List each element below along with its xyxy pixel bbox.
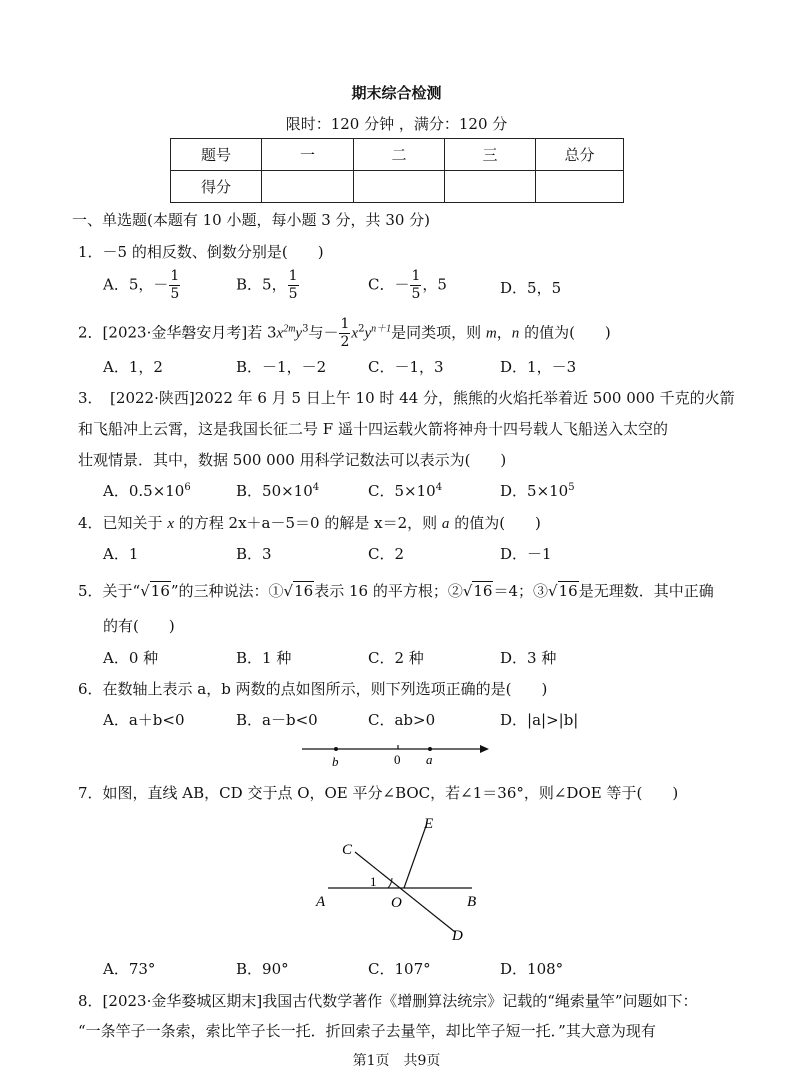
fraction: $\frac{1}{5}$ xyxy=(170,268,180,302)
score-cell[interactable] xyxy=(445,171,536,203)
label-B: B xyxy=(467,894,477,910)
q1-option-b: B．5， $\frac{1}{5}$ xyxy=(236,268,298,302)
q6-option-d: D．|a|>|b| xyxy=(500,711,579,729)
q4-option-c: C．2 xyxy=(368,545,405,563)
q4-option-d: D．－1 xyxy=(500,545,552,563)
score-table-header-row xyxy=(171,139,624,171)
q6-option-a: A．a＋b<0 xyxy=(103,711,185,729)
q3-option-c: C．$5\times 10^4$ xyxy=(368,482,443,500)
point-b xyxy=(334,747,338,751)
q6-option-c: C．ab>0 xyxy=(368,711,436,729)
header-cell: 三 xyxy=(445,139,536,171)
header-cell: 题号 xyxy=(171,139,262,171)
q2-option-a: A．1，2 xyxy=(103,358,163,376)
q3-option-b: B．$50\times 10^4$ xyxy=(236,482,320,500)
question-5-stem: 5．关于“√16”的三种说法：①√16表示 16 的平方根；②√16＝4；③√16是无理数．其中正确 xyxy=(78,582,714,600)
line-CD xyxy=(355,852,455,932)
fraction: $\frac{1}{2}$ xyxy=(340,316,350,350)
q4-option-a: A．1 xyxy=(103,545,139,563)
q7-option-a: A．73° xyxy=(103,960,156,978)
question-6-stem: 6．在数轴上表示 a，b 两数的点如图所示，则下列选项正确的是( ) xyxy=(78,680,548,698)
label-D: D xyxy=(452,928,463,944)
score-cell[interactable] xyxy=(262,171,354,203)
label-angle-1: 1 xyxy=(370,874,377,889)
label-C: C xyxy=(342,842,353,858)
q5-option-d: D．3 种 xyxy=(500,649,557,667)
q4-option-b: B．3 xyxy=(236,545,272,563)
page-title: 期末综合检测 xyxy=(351,84,442,102)
question-3-line: 壮观情景．其中，数据 500 000 用科学记数法可以表示为( ) xyxy=(78,451,507,469)
score-cell[interactable] xyxy=(354,171,445,203)
q2-option-b: B．－1，－2 xyxy=(236,358,327,376)
question-5-line: 的有( ) xyxy=(103,617,175,635)
header-cell: 总分 xyxy=(536,139,624,171)
q2-option-c: C．－1，3 xyxy=(368,358,444,376)
header-cell: 一 xyxy=(262,139,354,171)
number-line-figure xyxy=(296,738,496,768)
fraction: $\frac{1}{5}$ xyxy=(288,268,298,302)
time-score-limit: 限时：120 分钟 ，满分：120 分 xyxy=(285,115,508,133)
label-E: E xyxy=(424,816,434,832)
arrow-head-icon xyxy=(480,745,489,753)
header-cell: 二 xyxy=(354,139,445,171)
score-table xyxy=(170,138,624,203)
q7-option-b: B．90° xyxy=(236,960,289,978)
page-footer: 第1页 共9页 xyxy=(352,1053,441,1069)
q2-option-d: D．1，－3 xyxy=(500,358,577,376)
label-a: a xyxy=(426,752,433,767)
q1-option-d: D．5，5 xyxy=(500,279,562,297)
q3-option-d: D．$5\times 10^5$ xyxy=(500,482,575,500)
label-O: O xyxy=(391,895,402,911)
q1-option-c: C．－ $\frac{1}{5}$ ，5 xyxy=(368,268,447,302)
label-b: b xyxy=(332,754,339,768)
q7-option-d: D．108° xyxy=(500,960,564,978)
q1-option-a: A．5，－ $\frac{1}{5}$ xyxy=(103,268,180,302)
question-2-stem: 2．[2023·金华磐安月考]若 $3x^{2m}y^3$与－ $\frac{1}{2}$ $x^2y^{n+1}$是同类项，则 m，n 的值为( ) xyxy=(78,316,611,350)
q6-option-b: B．a－b<0 xyxy=(236,711,318,729)
q5-option-b: B．1 种 xyxy=(236,649,292,667)
label-zero: 0 xyxy=(394,752,401,767)
q5-option-c: C．2 种 xyxy=(368,649,424,667)
question-7-stem: 7．如图，直线 AB，CD 交于点 O，OE 平分∠BOC，若∠1＝36°，则∠DOE 等于( ) xyxy=(78,784,679,802)
question-4-stem: 4．已知关于 x 的方程 2x＋a－5＝0 的解是 x＝2，则 a 的值为( ) xyxy=(78,514,541,532)
section-heading: 一、单选题(本题有 10 小题，每小题 3 分，共 30 分) xyxy=(72,211,431,229)
intersecting-lines-figure xyxy=(310,810,490,950)
ray-OE xyxy=(404,826,426,888)
score-cell[interactable] xyxy=(536,171,624,203)
question-8-line: “一条竿子一条索，索比竿子长一托．折回索子去量竿，却比竿子短一托．”其大意为现有 xyxy=(78,1022,656,1040)
score-table-score-row xyxy=(171,171,624,203)
row-label: 得分 xyxy=(171,171,262,203)
question-1-stem: 1．－5 的相反数、倒数分别是( ) xyxy=(78,243,324,261)
q3-option-a: A．$0.5\times 10^6$ xyxy=(103,482,191,500)
fraction: $\frac{1}{5}$ xyxy=(411,268,421,302)
label-A: A xyxy=(316,894,326,910)
point-a xyxy=(428,747,432,751)
question-8-line: 8．[2023·金华婺城区期末]我国古代数学著作《增删算法统宗》记载的“绳索量竿”问题如下： xyxy=(78,992,698,1010)
question-3-line: 3． [2022·陕西]2022 年 6 月 5 日上午 10 时 44 分，熊熊的火焰托举着近 500 000 千克的火箭 xyxy=(78,389,735,407)
question-3-line: 和飞船冲上云霄，这是我国长征二号 F 遥十四运载火箭将神舟十四号载人飞船送入太空的 xyxy=(78,420,668,438)
q5-option-a: A．0 种 xyxy=(103,649,159,667)
q7-option-c: C．107° xyxy=(368,960,431,978)
